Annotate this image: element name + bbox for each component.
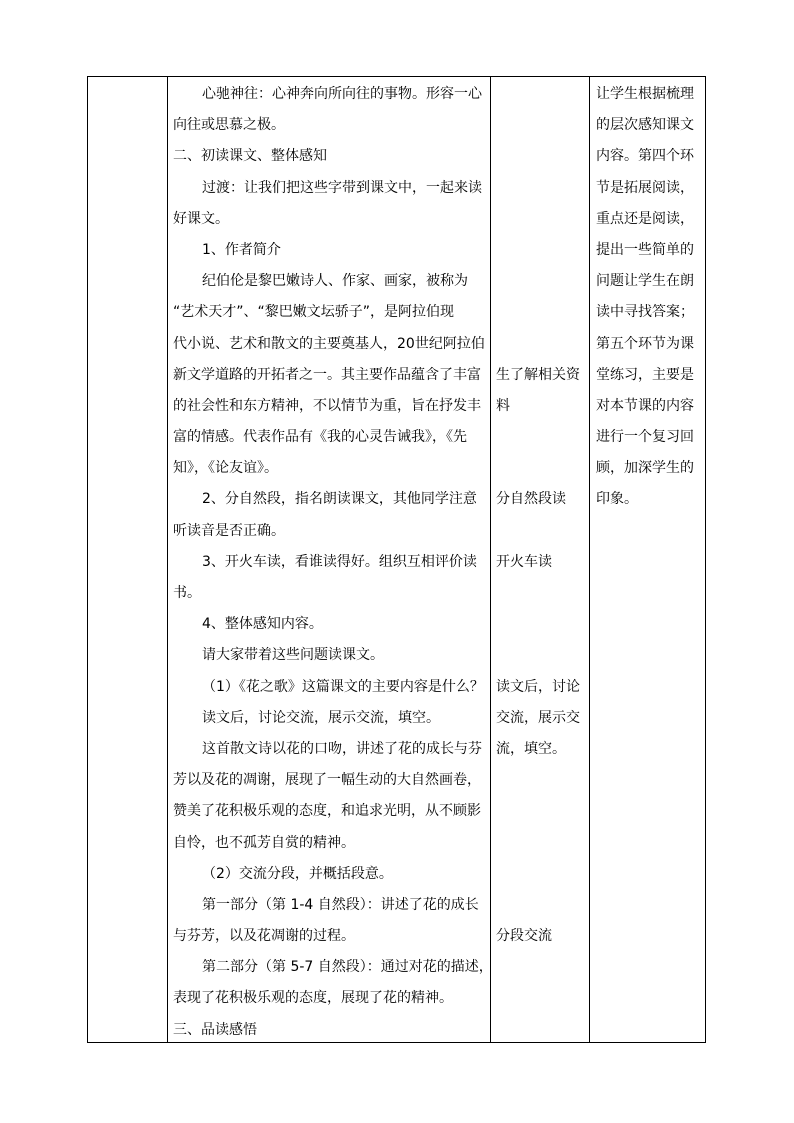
activity-line: 交流，展示交: [496, 709, 580, 726]
content-line: 好课文。: [173, 210, 229, 227]
content-line: 过渡：让我们把这些字带到课文中，一起来读: [202, 179, 482, 196]
activity-line: 生了解相关资: [496, 366, 580, 383]
column-divider: [589, 76, 590, 1043]
intent-line: 重点还是阅读，: [596, 210, 694, 227]
activity-line: [496, 796, 586, 827]
content-line: 赞美了花积极乐观的态度，和追求光明，从不顾影: [173, 803, 481, 820]
content-line: 二、初读课文、整体感知: [173, 148, 327, 165]
intent-line: 节是拓展阅读，: [596, 179, 694, 196]
content-line: 心驰神往：心神奔向所向往的事物。形容一心: [202, 86, 482, 102]
column-divider: [167, 76, 168, 1043]
content-line: 芳以及花的凋谢，展现了一幅生动的大自然画卷，: [173, 772, 481, 789]
activity-line: [496, 609, 586, 640]
content-line: （2）交流分段，并概括段意。: [202, 865, 393, 882]
student-activity-column: [496, 79, 586, 1046]
content-line: 1、作者简介: [202, 241, 281, 258]
activity-line: [496, 79, 586, 110]
content-line: 听读音是否正确。: [173, 522, 285, 539]
activity-line: [496, 828, 586, 859]
column-divider: [490, 76, 491, 1043]
activity-line: [496, 1015, 586, 1046]
content-line: 代小说、艺术和散文的主要奠基人，20世纪阿拉伯: [173, 335, 485, 352]
content-line: 4、整体感知内容。: [202, 616, 323, 633]
activity-line: 流，填空。: [496, 740, 566, 757]
content-line: 与芬芳，以及花凋谢的过程。: [173, 928, 355, 945]
content-line: 自怜，也不孤芳自赏的精神。: [173, 834, 355, 851]
intent-line: 对本节课的内容: [596, 397, 694, 414]
activity-line: [496, 141, 586, 172]
intent-line: 的层次感知课文: [596, 117, 694, 134]
intent-line: 第五个环节为课: [596, 335, 694, 352]
activity-line: 读文后，讨论: [496, 678, 580, 695]
content-line: “艺术天才”、“黎巴嫩文坛骄子”，是阿拉伯现: [173, 304, 455, 321]
activity-line: [496, 235, 586, 266]
content-line: 表现了花积极乐观的态度，展现了花的精神。: [173, 990, 453, 1007]
activity-line: [496, 983, 586, 1014]
activity-line: [496, 453, 586, 484]
content-line: 新文学道路的开拓者之一。其主要作品蕴含了丰富: [173, 366, 481, 383]
content-line: 向往或思慕之极。: [173, 117, 285, 134]
activity-line: [496, 266, 586, 297]
intent-line: 提出一些简单的: [596, 241, 694, 258]
content-line: 知》，《论友谊》。: [173, 460, 278, 477]
content-line: 三、品读感悟: [173, 1021, 257, 1038]
intent-line: 读中寻找答案；: [596, 304, 694, 321]
content-line: 2、分自然段，指名朗读课文，其他同学注意: [202, 491, 477, 508]
activity-line: [496, 859, 586, 890]
intent-line: 堂练习，主要是: [596, 366, 694, 383]
teaching-process-column: [173, 79, 493, 1046]
activity-line: 分自然段读: [496, 491, 566, 508]
intent-line: 进行一个复习回: [596, 429, 694, 446]
activity-line: [496, 516, 586, 547]
content-line: （1）《花之歌》这篇课文的主要内容是什么？: [202, 678, 484, 695]
activity-line: [496, 204, 586, 235]
intent-line: 问题让学生在朗: [596, 273, 694, 290]
content-line: 3、开火车读，看谁读得好。组织互相评价读: [202, 553, 477, 570]
activity-line: [496, 329, 586, 360]
activity-line: [496, 578, 586, 609]
activity-line: [496, 640, 586, 671]
content-line: 请大家带着这些问题读课文。: [202, 647, 384, 664]
content-line: 书。: [173, 585, 201, 601]
intent-line: 顾，加深学生的: [596, 460, 694, 477]
content-line: 纪伯伦是黎巴嫩诗人、作家、画家，被称为: [202, 273, 468, 290]
activity-line: [496, 297, 586, 328]
content-line: 富的情感。代表作品有《我的心灵告诫我》，《先: [173, 429, 467, 446]
content-line: 第二部分（第 5-7 自然段）：通过对花的描述，: [202, 959, 493, 976]
activity-line: [496, 110, 586, 141]
activity-line: [496, 173, 586, 204]
content-line: 这首散文诗以花的口吻，讲述了花的成长与芬: [202, 740, 482, 757]
intent-line: 印象。: [596, 491, 638, 508]
activity-line: 分段交流: [496, 928, 552, 945]
intent-line: 让学生根据梳理: [596, 86, 694, 102]
intent-line: 内容。第四个环: [596, 148, 694, 165]
activity-line: [496, 890, 586, 921]
design-intent-column: [596, 79, 704, 516]
content-line: 的社会性和东方精神，不以情节为重，旨在抒发丰: [173, 397, 481, 414]
activity-line: [496, 422, 586, 453]
content-line: 第一部分（第 1-4 自然段）：讲述了花的成长: [202, 896, 479, 913]
activity-line: [496, 952, 586, 983]
activity-line: [496, 765, 586, 796]
activity-line: 料: [496, 397, 510, 414]
activity-line: 开火车读: [496, 553, 552, 570]
content-line: 读文后，讨论交流，展示交流，填空。: [202, 709, 440, 726]
